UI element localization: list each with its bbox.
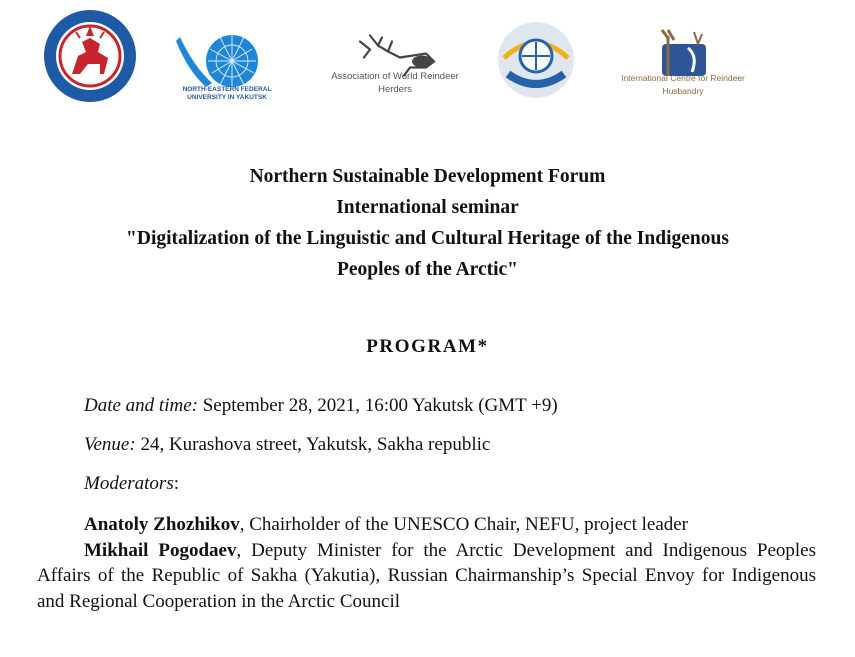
venue-value: 24, Kurashova street, Yakutsk, Sakha republic bbox=[135, 434, 491, 455]
moderator-role: , Deputy Minister for the Arctic Development and Indigenous Peoples Affairs of the Republic of Sakha (Yakutia), Russian Chairmanship’s Special Envoy for Indigenous and Regional Cooperation in the Arctic Council bbox=[37, 539, 817, 612]
nefu-caption: NORTH-EASTERN FEDERAL UNIVERSITY IN YAKUTSK bbox=[182, 86, 272, 101]
seminar-title-line-2: Peoples of the Arctic" bbox=[336, 259, 519, 280]
date-value: September 28, 2021, 16:00 Yakutsk (GMT +9) bbox=[197, 395, 558, 416]
moderators-list bbox=[37, 512, 816, 614]
program-heading: PROGRAM* bbox=[366, 336, 489, 357]
date-label: Date and time: bbox=[84, 395, 198, 416]
icrh-caption: International Centre for Reindeer Husbandry bbox=[621, 73, 745, 96]
date-and-time-line bbox=[84, 393, 558, 419]
moderator-item bbox=[37, 512, 816, 538]
moderators-colon: : bbox=[173, 473, 180, 494]
forum-title: Northern Sustainable Development Forum bbox=[249, 166, 606, 187]
venue-label: Venue: bbox=[84, 434, 136, 455]
venue-line bbox=[84, 432, 490, 458]
sakha-republic-emblem-icon bbox=[42, 8, 138, 104]
moderators-line bbox=[84, 471, 179, 497]
seminar-type: International seminar bbox=[336, 197, 519, 218]
seminar-header bbox=[0, 161, 855, 285]
moderator-role: , Chairholder of the UNESCO Chair, NEFU, project leader bbox=[239, 514, 689, 535]
ealat-institute-logo-icon bbox=[490, 18, 582, 102]
moderator-name: Anatoly Zhozhikov bbox=[84, 514, 240, 535]
moderators-label: Moderators bbox=[84, 473, 174, 494]
partner-logos-row bbox=[0, 0, 855, 115]
moderator-item bbox=[37, 538, 816, 615]
moderator-name: Mikhail Pogodaev bbox=[84, 539, 237, 561]
awrh-caption: Association of World Reindeer Herders bbox=[331, 71, 459, 95]
seminar-title-line-1: "Digitalization of the Linguistic and Cultural Heritage of the Indigenous bbox=[126, 228, 729, 249]
